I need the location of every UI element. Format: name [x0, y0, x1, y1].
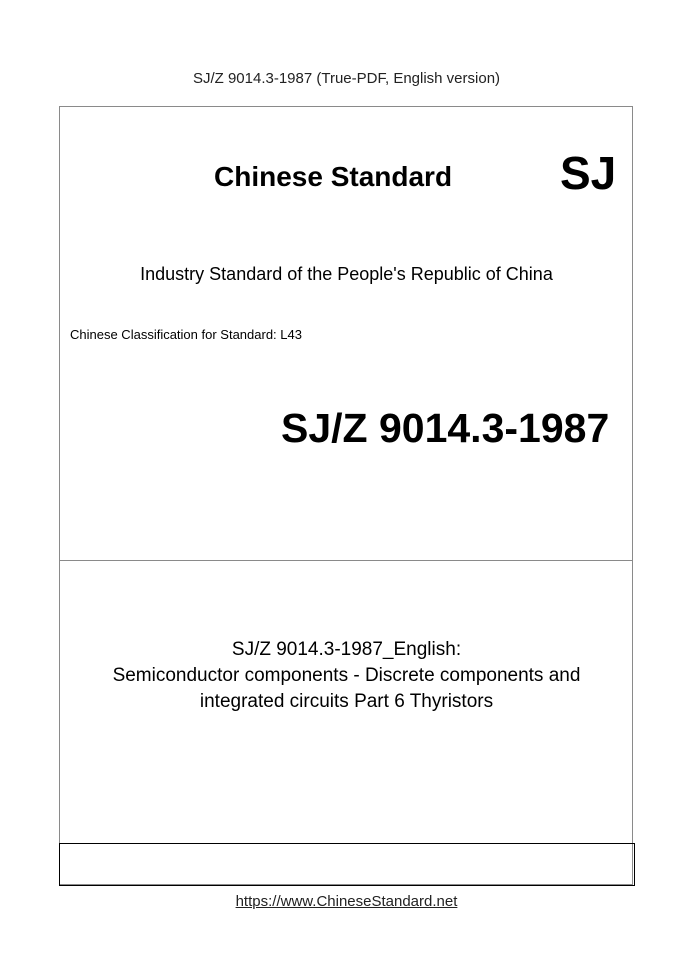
document-title-line-2: Semiconductor components - Discrete components and	[112, 665, 581, 686]
document-title-line-1: SJ/Z 9014.3-1987_English:	[231, 639, 462, 660]
cover-subtitle: Industry Standard of the People's Republic of China	[140, 264, 553, 284]
website-link[interactable]: https://www.ChineseStandard.net	[235, 893, 458, 910]
cover-footer-box	[59, 843, 635, 886]
cover-title: Chinese Standard	[214, 161, 453, 192]
page-header: SJ/Z 9014.3-1987 (True-PDF, English version)	[192, 70, 501, 87]
document-title	[0, 637, 693, 715]
cover-frame	[59, 106, 633, 885]
classification-label: Chinese Classification for Standard: L43	[70, 327, 302, 342]
document-title-line-3: integrated circuits Part 6 Thyristors	[199, 691, 494, 712]
standard-badge: SJ	[560, 147, 617, 199]
cover-divider	[59, 560, 633, 561]
standard-number: SJ/Z 9014.3-1987	[281, 405, 610, 451]
